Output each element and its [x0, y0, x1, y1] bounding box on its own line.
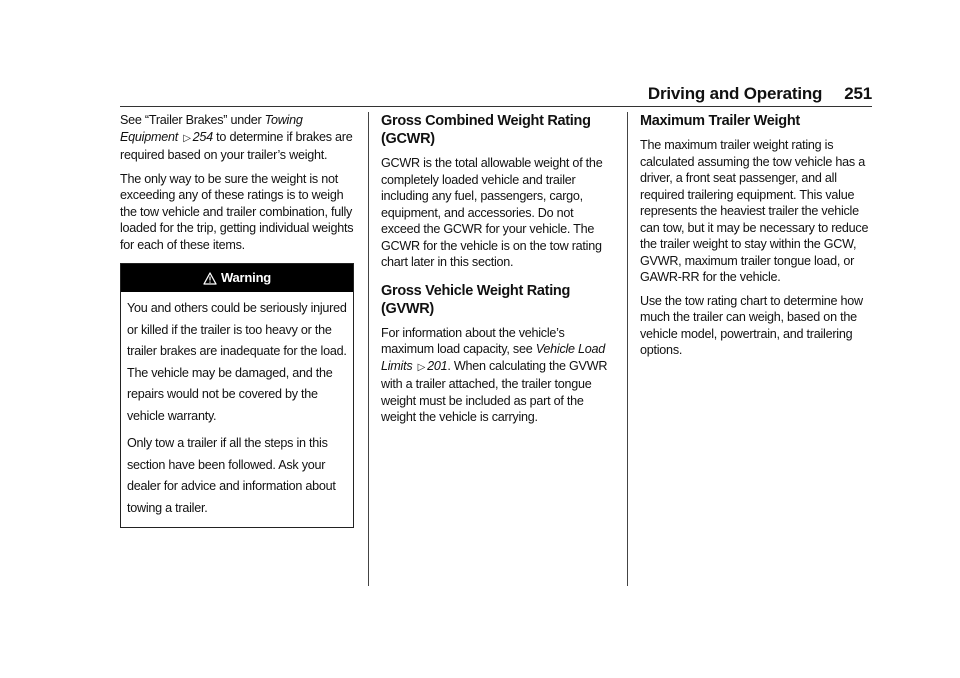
- triangle-right-icon: ▷: [417, 361, 426, 373]
- header-rule: [120, 106, 872, 107]
- page-header: [648, 84, 872, 104]
- gcwr-paragraph: GCWR is the total allowable weight of the completely loaded vehicle and trailer including any fuel, passengers, cargo, equipment, and accessories. Do not exceed the GCWR for your vehicle. The GCWR for the vehicle is on the tow rating chart later in this section.: [381, 156, 603, 269]
- warning-text-1: You and others could be seriously injured or killed if the trailer is too heavy or the trailer brakes are inadequate for the load. The vehicle may be damaged, and the repairs would not be covered by the vehicle warranty.: [127, 301, 347, 423]
- text: to determine if brakes are required based on your trailer’s weight.: [120, 129, 353, 162]
- section-title: Driving and Operating: [647, 84, 823, 103]
- text: . When calculating the GVWR with a trailer attached, the trailer tongue weight must be included as part of the weight the vehicle is carrying.: [381, 358, 608, 424]
- column-divider: [368, 112, 369, 586]
- page-ref-201[interactable]: 201: [427, 358, 448, 373]
- max-trailer-weight-paragraph: The maximum trailer weight rating is calculated assuming the tow vehicle has a driver, a front seat passenger, and all required trailering equipment. This value represents the heaviest trailer the vehicle can tow, but it may be necessary to reduce the trailer weight to stay within the GCW, GVWR, maximum trailer tongue load, or GAWR-RR for the vehicle.: [640, 138, 869, 284]
- warning-header: [121, 264, 353, 292]
- page-ref-254[interactable]: 254: [192, 129, 213, 144]
- gvwr-heading: Gross Vehicle Weight Rating (GVWR): [381, 282, 571, 317]
- text: See “Trailer Brakes” under: [120, 113, 265, 127]
- warning-triangle-icon: [203, 272, 217, 285]
- gvwr-paragraph: [381, 325, 613, 426]
- column-divider: [627, 112, 628, 586]
- warning-body: [121, 292, 353, 527]
- tow-rating-paragraph: Use the tow rating chart to determine how much the trailer can weigh, based on the vehicle model, powertrain, and trailering options.: [640, 293, 863, 357]
- weigh-paragraph: The only way to be sure the weight is not exceeding any of these ratings is to weigh the tow vehicle and trailer combination, fully loaded for the trip, getting individual weights for each of these items.: [120, 171, 354, 252]
- column-1: [120, 112, 356, 528]
- warning-box: [120, 263, 354, 528]
- max-trailer-weight-heading: Maximum Trailer Weight: [640, 113, 800, 129]
- trailer-brakes-paragraph: [120, 112, 356, 164]
- warning-text-2: Only tow a trailer if all the steps in this section have been followed. Ask your dealer for advice and information about towing a trailer.: [127, 436, 336, 515]
- vehicle-load-limits-link[interactable]: Vehicle Load Limits: [381, 342, 606, 373]
- gcwr-heading: Gross Combined Weight Rating (GCWR): [381, 113, 591, 147]
- text: For information about the vehicle’s maximum load capacity, see: [381, 325, 565, 356]
- page-number: 251: [844, 84, 872, 103]
- column-2: [381, 112, 613, 433]
- warning-title: Warning: [220, 269, 272, 285]
- triangle-right-icon: ▷: [183, 132, 191, 144]
- column-3: [640, 112, 872, 366]
- towing-equipment-link[interactable]: Towing Equipment: [120, 113, 303, 144]
